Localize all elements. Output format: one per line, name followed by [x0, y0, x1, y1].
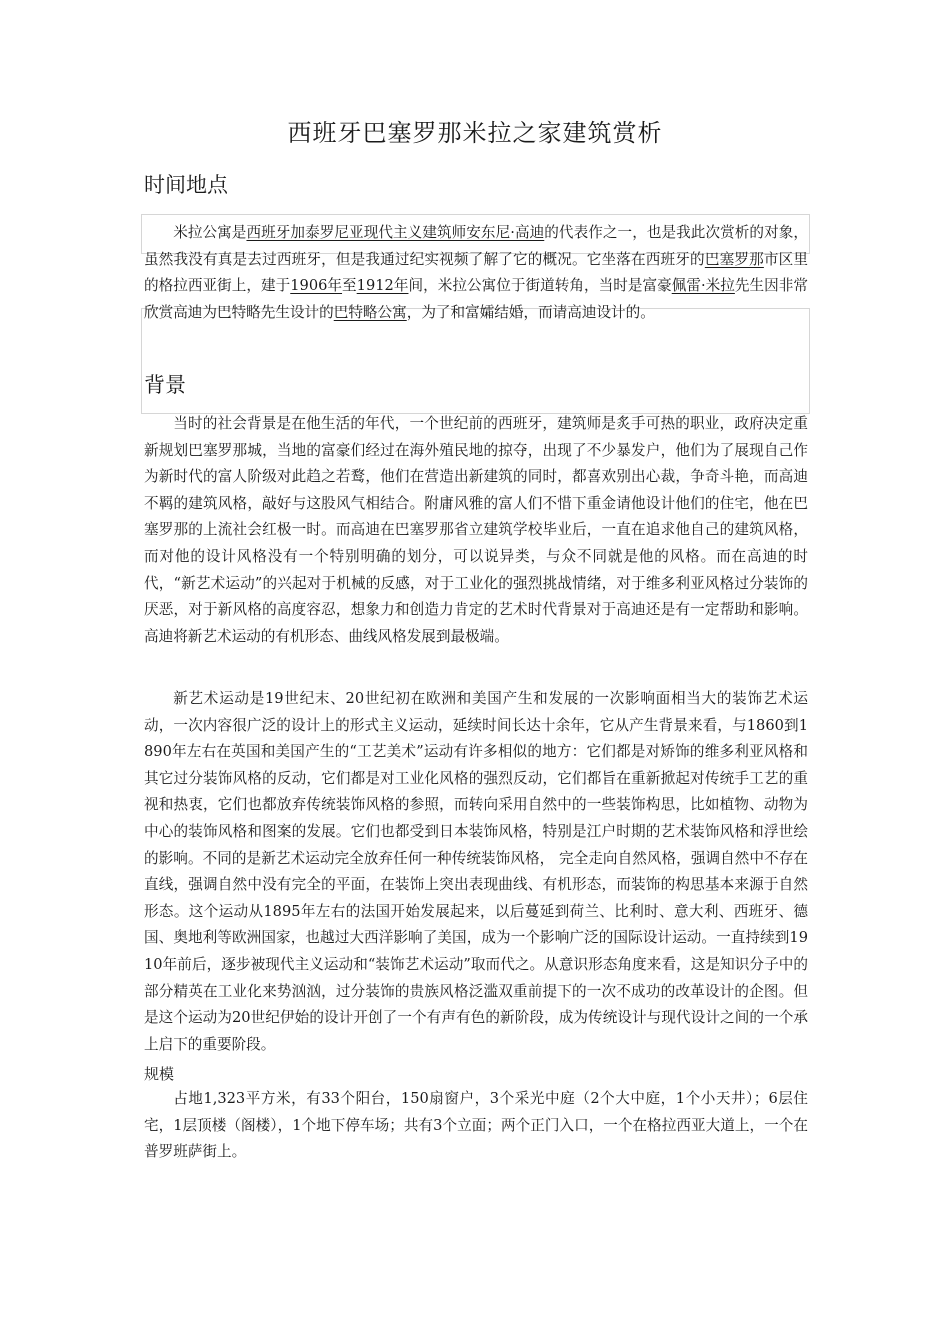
- heading-scale: 规模: [144, 1065, 175, 1083]
- underlined-term: 巴特略公寓: [333, 303, 407, 321]
- paragraph-location: [144, 220, 808, 326]
- paragraph-art-nouveau: 新艺术运动是19世纪末、20世纪初在欧洲和美国产生和发展的一次影响面相当大的装饰艺术运动，一次内容很广泛的设计上的形式主义运动，延续时间长达十余年，它从产生背景来看，与1860到1890年左右在英国和美国产生的“工艺美术”运动有许多相似的地方：它们都是对矫饰的维多利亚风格和其它过分装饰风格的反动，它们都是对工业化风格的强烈反动，它们都旨在重新掀起对传统手工艺的重视和热衷，它们也都放弃传统装饰风格的参照，而转向采用自然中的一些装饰构思，比如植物、动物为中心的装饰风格和图案的发展。它们也都受到日本装饰风格，特别是江户时期的艺术装饰风格和浮世绘的影响。不同的是新艺术运动完全放弃任何一种传统装饰风格， 完全走向自然风格，强调自然中不存在直线，强调自然中没有完全的平面，在装饰上突出表现曲线、有机形态，而装饰的构思基本来源于自然形态。这个运动从1895年左右的法国开始发展起来，以后蔓延到荷兰、比利时、意大利、西班牙、德国、奥地利等欧洲国家，也越过大西洋影响了美国，成为一个影响广泛的国际设计运动。一直持续到1910年前后，逐步被现代主义运动和“装饰艺术运动”取而代之。从意识形态角度来看，这是知识分子中的部分精英在工业化来势汹汹，过分装饰的贵族风格泛滥双重前提下的一次不成功的改革设计的企图。但是这个运动为20世纪伊始的设计开创了一个有声有色的新阶段，成为传统设计与现代设计之间的一个承上启下的重要阶段。: [144, 690, 808, 1053]
- text-run: 间，米拉公寓位于街道转角，当时是富豪: [408, 277, 672, 295]
- text-run: ，为了和富孀结婚，而请高迪设计的。: [406, 303, 655, 321]
- text-run: 市区里的格拉西亚街上，建于: [144, 250, 808, 295]
- paragraph-scale: 占地1,323平方米，有33个阳台，150扇窗户，3个采光中庭（2个大中庭，1个小天井）；6层住宅，1层顶楼（阁楼），1个地下停车场；共有3个立面；两个正门入口，一个在格拉西亚大道上，一个在普罗班萨街上。: [144, 1090, 808, 1161]
- text-run: 的代表作之一，也是我此次赏析的对象，虽然我没有真是去过西班牙，但是我通过纪实视频了解了它的概况。它坐落在西班牙的: [144, 224, 808, 268]
- underlined-term: 巴塞罗那: [704, 250, 764, 268]
- underlined-term: 佩雷·米拉: [671, 277, 735, 295]
- underlined-term: 西班牙加泰罗尼亚现代主义建筑师安东尼·高迪: [246, 224, 545, 241]
- document-title: 西班牙巴塞罗那米拉之家建筑赏析: [287, 119, 663, 147]
- underlined-term: 1912年: [356, 277, 409, 295]
- text-run: 至: [342, 277, 357, 295]
- heading-background: 背景: [144, 373, 186, 397]
- paragraph-background: 当时的社会背景是在他生活的年代，一个世纪前的西班牙，建筑师是炙手可热的职业，政府决定重新规划巴塞罗那城，当地的富豪们经过在海外殖民地的掠夺，出现了不少暴发户，他们为了展现自己作为新时代的富人阶级对此趋之若鹜，他们在营造出新建筑的同时，都喜欢别出心裁，争奇斗艳，而高迪不羁的建筑风格，敲好与这股风气相结合。附庸风雅的富人们不惜下重金请他设计他们的住宅，他在巴塞罗那的上流社会红极一时。而高迪在巴塞罗那省立建筑学校毕业后，一直在追求他自己的建筑风格，而对他的设计风格没有一个特别明确的划分，可以说异类，与众不同就是他的风格。而在高迪的时代，“新艺术运动”的兴起对于机械的反感，对于工业化的强烈挑战情绪，对于维多利亚风格过分装饰的厌恶，对于新风格的高度容忍，想象力和创造力肯定的艺术时代背景对于高迪还是有一定帮助和影响。高迪将新艺术运动的有机形态、曲线风格发展到最极端。: [144, 415, 808, 645]
- underlined-term: 1906年: [290, 277, 343, 295]
- heading-location: 时间地点: [144, 173, 228, 197]
- text-run: 米拉公寓是: [173, 224, 247, 241]
- text-run: 先生因非常欣赏高迪为巴特略先生设计的: [144, 277, 808, 321]
